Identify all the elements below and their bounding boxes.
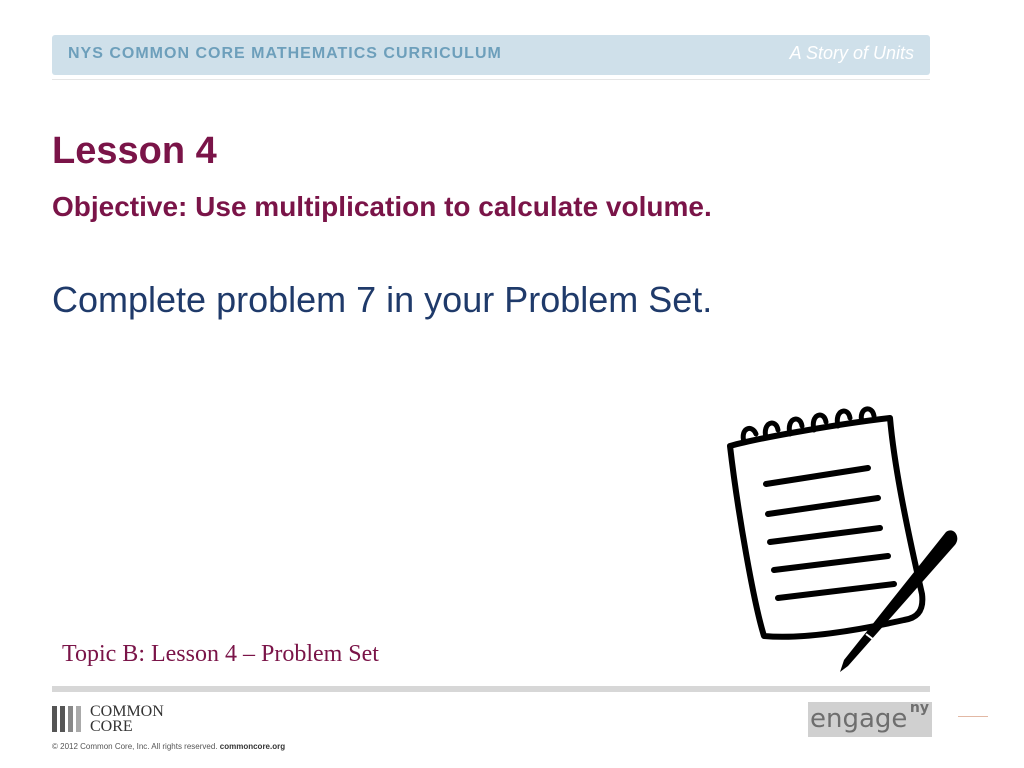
copyright-notice: © 2012 Common Core, Inc. All rights reserved. commoncore.org [52,742,286,751]
instruction-text: Complete problem 7 in your Problem Set. [52,279,713,320]
topic-footer-label: Topic B: Lesson 4 – Problem Set [62,641,379,667]
lesson-title: Lesson 4 [52,130,217,172]
engageny-logo [808,702,932,737]
notepad-pencil-icon [718,404,958,674]
header-bar [52,35,930,75]
engage-ny-superscript: ny [909,700,929,716]
copyright-link[interactable]: commoncore.org [219,742,286,751]
common-core-logo-text: COMMON CORE [90,703,164,735]
common-core-logo [52,704,192,736]
lesson-objective: Objective: Use multiplication to calculate volume. [52,191,712,222]
series-title: A Story of Units [789,43,914,63]
engage-text: engage [810,704,908,734]
common-core-mark-icon [52,706,84,732]
header-divider [52,79,930,80]
footer-divider [52,686,930,692]
side-accent-mark [958,716,988,717]
curriculum-title: NYS COMMON CORE MATHEMATICS CURRICULUM [68,45,502,62]
